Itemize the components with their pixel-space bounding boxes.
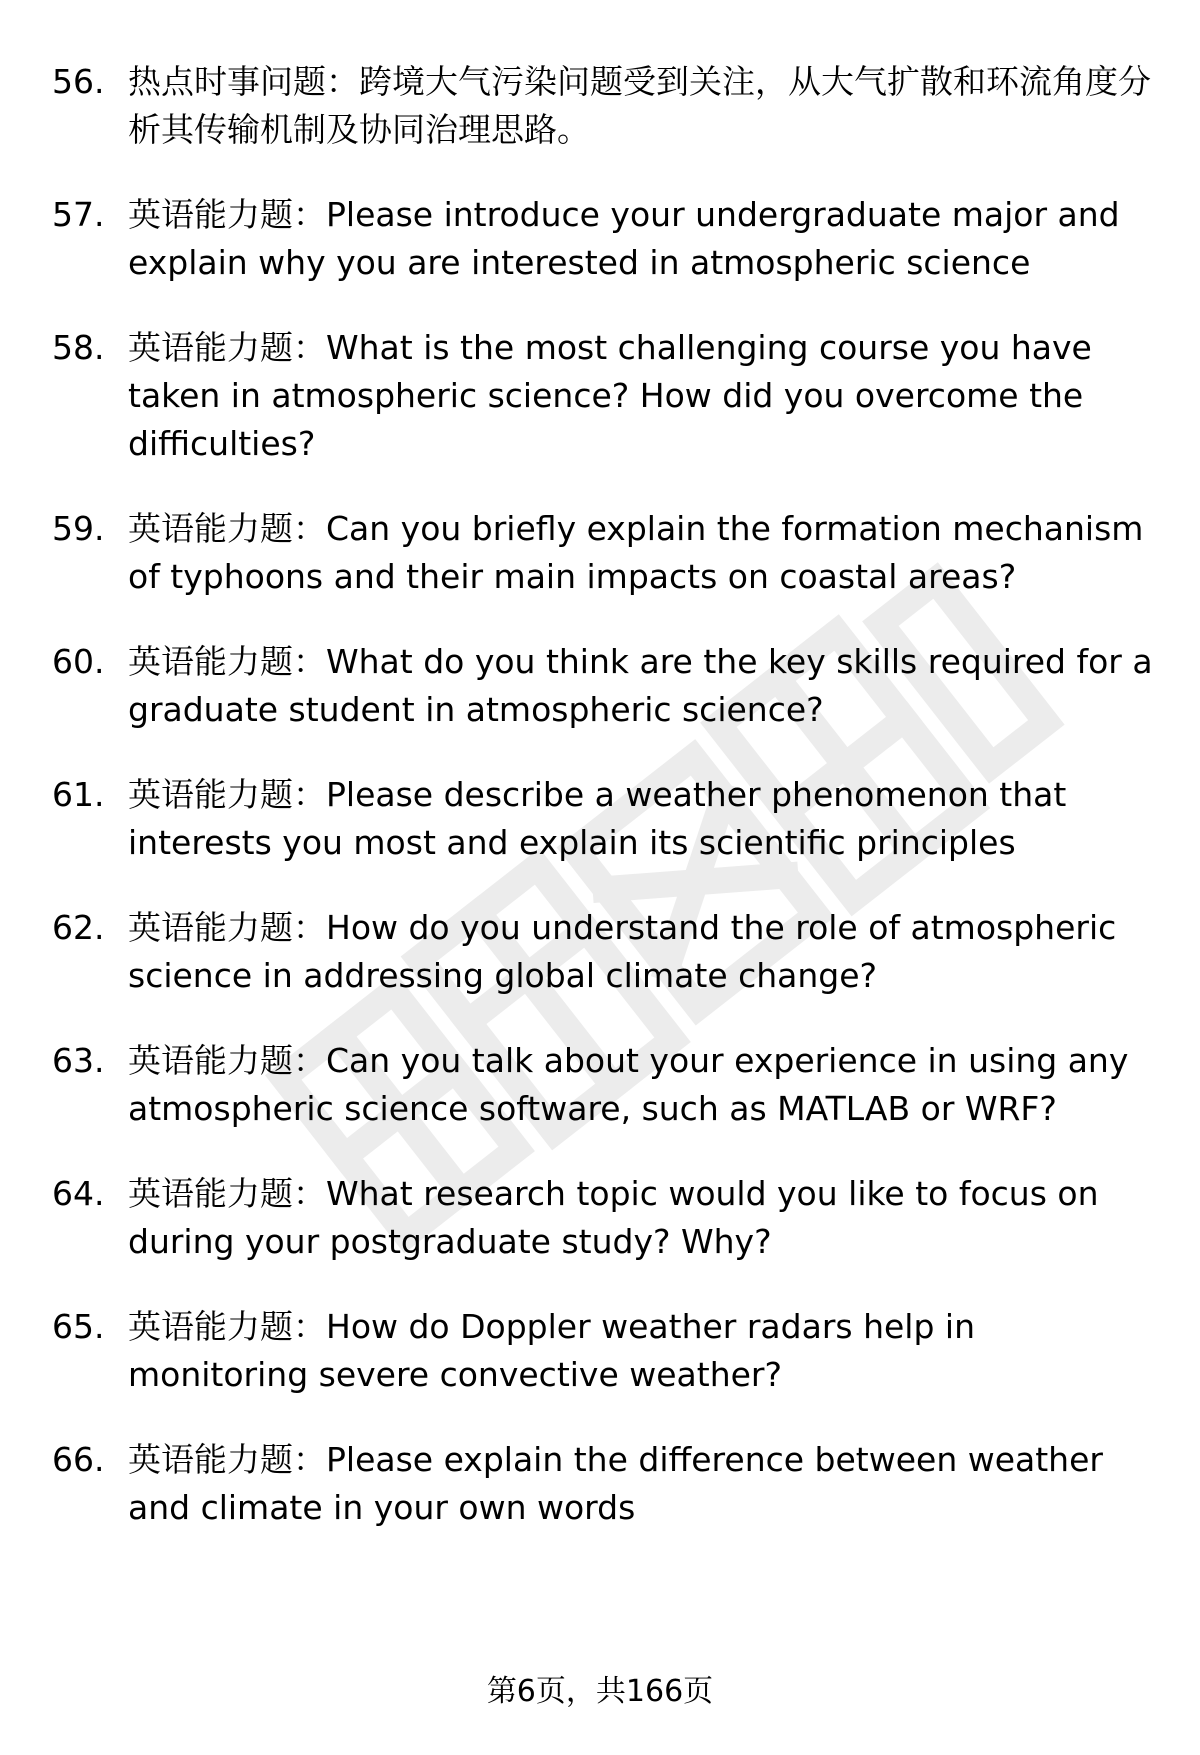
question-text: 英语能力题：Please introduce your undergraduate major and explain why you are interested in atmospheric science	[128, 195, 1120, 282]
list-item	[52, 505, 1162, 601]
list-item	[52, 638, 1162, 734]
list-item	[52, 191, 1162, 287]
question-number: 66.	[52, 1440, 105, 1479]
question-number: 60.	[52, 642, 105, 681]
question-text: 英语能力题：Please describe a weather phenomenon that interests you most and explain its scientific principles	[128, 775, 1067, 862]
question-number: 61.	[52, 775, 105, 814]
question-number: 63.	[52, 1041, 105, 1080]
list-item	[52, 904, 1162, 1000]
question-text: 英语能力题：Can you briefly explain the formation mechanism of typhoons and their main impacts on coastal areas?	[128, 509, 1144, 596]
list-item	[52, 324, 1162, 468]
question-text: 英语能力题：What is the most challenging course you have taken in atmospheric science? How did you overcome the difficulties?	[128, 328, 1092, 463]
question-number: 57.	[52, 195, 105, 234]
question-text: 英语能力题：What do you think are the key skills required for a graduate student in atmospheric science?	[128, 642, 1153, 729]
list-item	[52, 1436, 1162, 1532]
question-text: 英语能力题：How do you understand the role of atmospheric science in addressing global climate change?	[128, 908, 1117, 995]
question-text: 英语能力题：Can you talk about your experience in using any atmospheric science software, such as MATLAB or WRF?	[128, 1041, 1129, 1128]
question-number: 65.	[52, 1307, 105, 1346]
question-number: 59.	[52, 509, 105, 548]
list-item	[52, 1037, 1162, 1133]
question-number: 62.	[52, 908, 105, 947]
list-item	[52, 771, 1162, 867]
list-item	[52, 1170, 1162, 1266]
question-number: 56.	[52, 62, 105, 101]
question-text: 热点时事问题：跨境大气污染问题受到关注，从大气扩散和环流角度分析其传输机制及协同治理思路。	[128, 62, 1151, 149]
question-text: 英语能力题：Please explain the difference between weather and climate in your own words	[128, 1440, 1103, 1527]
question-text: 英语能力题：What research topic would you like to focus on during your postgraduate study? Why?	[128, 1174, 1099, 1261]
list-item	[52, 1303, 1162, 1399]
question-number: 58.	[52, 328, 105, 367]
page-number-footer: 第6页，共166页	[486, 1674, 714, 1709]
question-text: 英语能力题：How do Doppler weather radars help in monitoring severe convective weather?	[128, 1307, 975, 1394]
list-item	[52, 58, 1162, 154]
question-number: 64.	[52, 1174, 105, 1213]
question-list	[52, 58, 1162, 1569]
